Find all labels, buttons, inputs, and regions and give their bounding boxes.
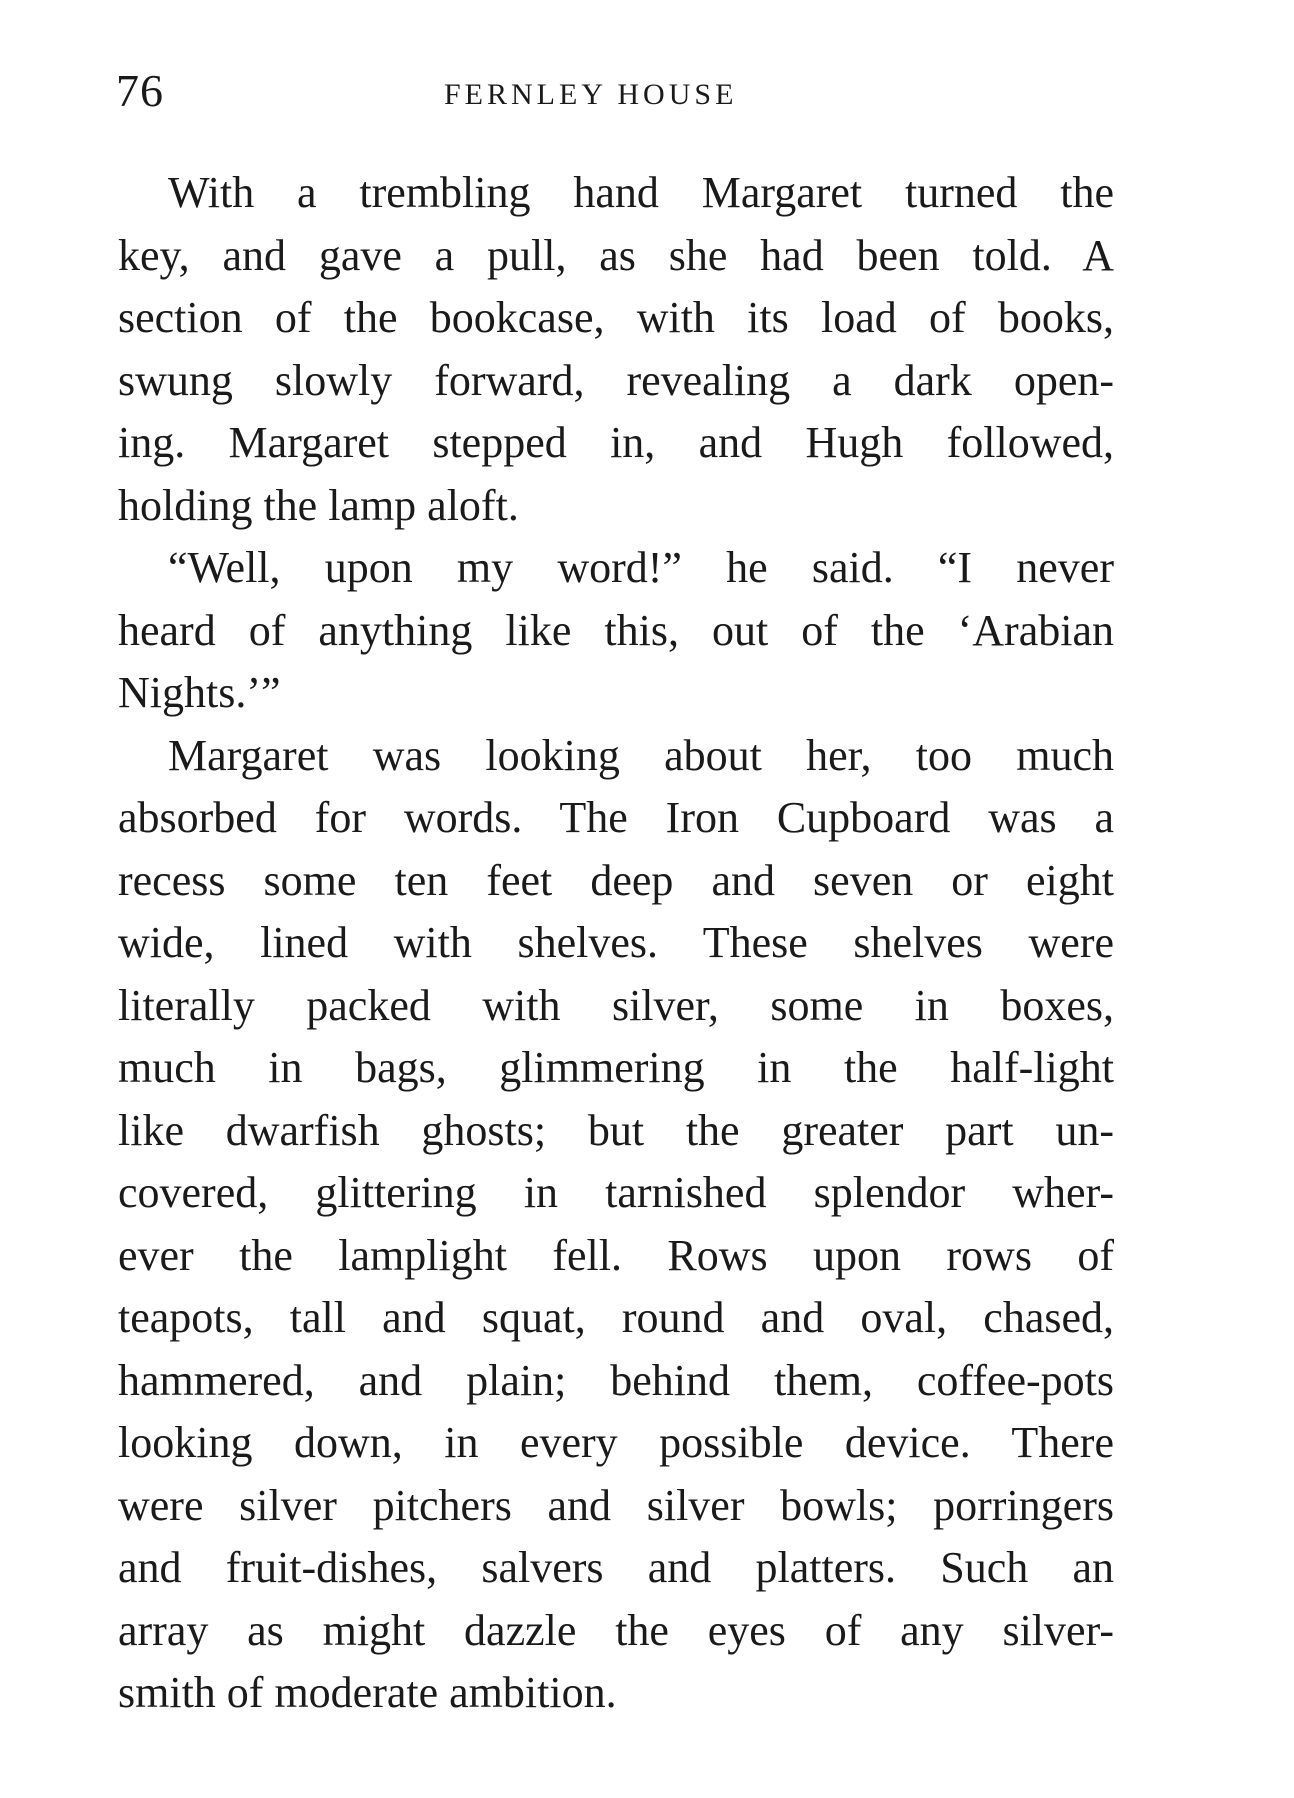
text-line: holding the lamp aloft. [118, 480, 519, 530]
page-number: 76 [116, 65, 164, 116]
text-line: Nights.’” [118, 668, 281, 717]
text-line: literally packed with silver, some in boxes, [118, 980, 1114, 1030]
body-text [118, 162, 1114, 1725]
text-line: recess some ten feet deep and seven or eight [118, 855, 1114, 905]
text-line: With a trembling hand Margaret turned the [168, 168, 1114, 217]
text-line: Margaret was looking about her, too much [168, 730, 1114, 780]
running-title: FERNLEY HOUSE [444, 78, 738, 111]
text-line: looking down, in every possible device. There [118, 1418, 1114, 1467]
text-line: covered, glittering in tarnished splendor wher- [118, 1168, 1114, 1217]
text-line: smith of moderate ambition. [118, 1668, 617, 1717]
text-line: ever the lamplight fell. Rows upon rows of [118, 1230, 1114, 1280]
page-header [116, 64, 1116, 124]
text-line: array as might dazzle the eyes of any silver- [118, 1605, 1114, 1655]
text-line: key, and gave a pull, as she had been told. A [118, 230, 1114, 280]
text-line: much in bags, glimmering in the half-light [118, 1043, 1114, 1092]
text-line: “Well, upon my word!” he said. “I never [168, 543, 1114, 592]
text-line: wide, lined with shelves. These shelves were [118, 918, 1114, 967]
text-line: were silver pitchers and silver bowls; porringers [118, 1480, 1114, 1530]
text-line: section of the bookcase, with its load of books, [118, 293, 1114, 342]
text-line: like dwarfish ghosts; but the greater part un- [118, 1105, 1114, 1155]
text-line: and fruit-dishes, salvers and platters. Such an [118, 1543, 1114, 1592]
text-line: heard of anything like this, out of the ‘Arabian [118, 605, 1114, 655]
text-line: ing. Margaret stepped in, and Hugh followed, [118, 418, 1114, 467]
text-line: hammered, and plain; behind them, coffee-pots [118, 1355, 1114, 1405]
text-line: teapots, tall and squat, round and oval, chased, [118, 1293, 1114, 1342]
text-line: swung slowly forward, revealing a dark open- [118, 355, 1114, 405]
text-line: absorbed for words. The Iron Cupboard was a [118, 793, 1114, 842]
